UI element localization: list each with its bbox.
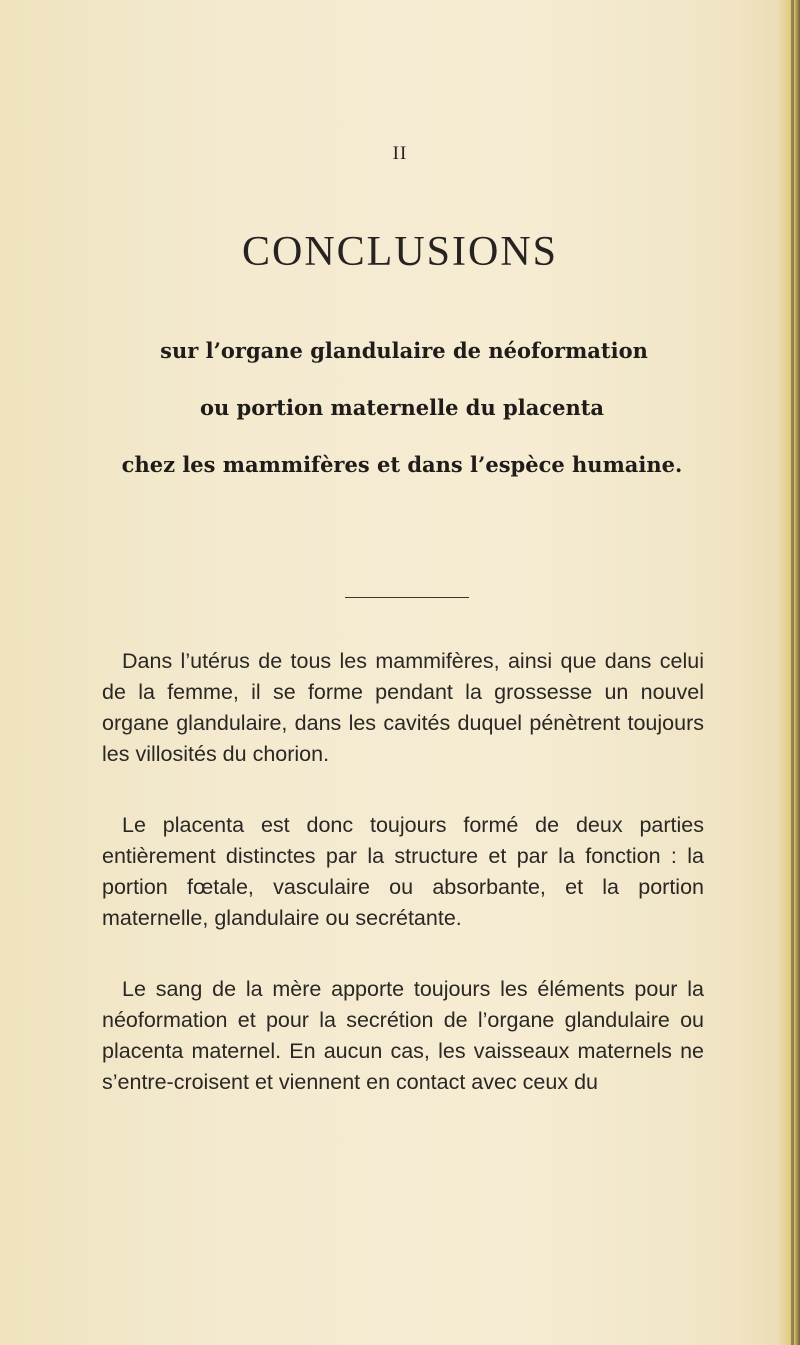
paragraph-3: Le sang de la mère apporte toujours les éléments pour la néoformation et pour la secrétion de l’organe glandulaire ou placenta maternel. En aucun cas, les vaisseaux maternels ne s’entre-croisent et viennent en contact avec ceux du [102, 977, 704, 1094]
chapter-title: CONCLUSIONS [241, 229, 559, 275]
page-edge-line [791, 0, 794, 1345]
body-text [102, 646, 704, 1138]
page-edge-shadow [778, 0, 800, 1345]
subtitle-line-1: sur l’organe glandulaire de néoformation [160, 338, 648, 363]
page-number: II [392, 143, 408, 164]
subtitle-line-2: ou portion maternelle du placenta [199, 395, 605, 420]
paragraph-2: Le placenta est donc toujours formé de deux parties entièrement distinctes par la structure et par la fonction : la portion fœtale, vasculaire ou absorbante, et la portion maternelle, glandulaire ou secrétante. [102, 813, 704, 930]
subtitle-line-3: chez les mammifères et dans l’espèce humaine. [121, 452, 683, 477]
paragraph-1: Dans l’utérus de tous les mammifères, ainsi que dans celui de la femme, il se forme pendant la grossesse un nouvel organe glandulaire, dans les cavités duquel pénètrent toujours les villosités du chorion. [102, 649, 704, 766]
section-divider [345, 597, 469, 598]
